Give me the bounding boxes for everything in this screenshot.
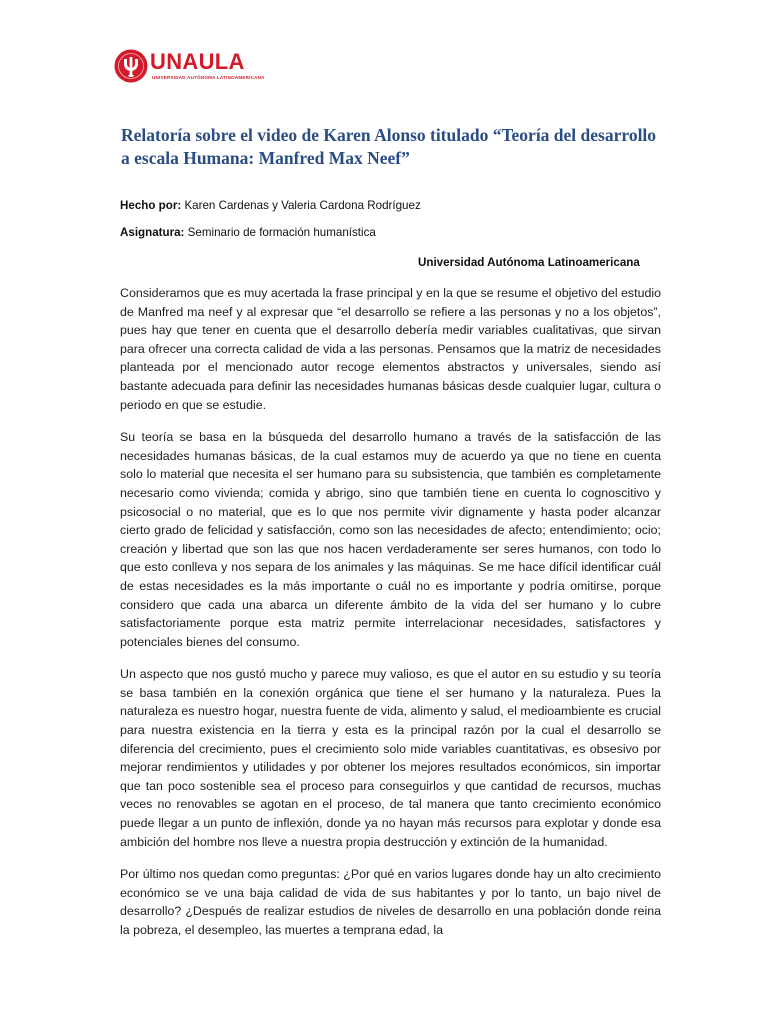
- document-title: Relatoría sobre el video de Karen Alonso titulado “Teoría del desarrollo a escala Humana: Manfred Max Neef”: [121, 125, 657, 168]
- body-paragraph: Por último nos quedan como preguntas: ¿Por qué en varios lugares donde hay un alto crecimiento económico se ve una baja calidad de vida de sus habitantes y por lo tanto, un bajo nivel de desarrollo? ¿Después de realizar estudios de niveles de desarrollo en una población donde reina la pobreza, el desempleo, las muertes a temprana edad, la: [120, 867, 661, 937]
- body-paragraph: Su teoría se basa en la búsqueda del desarrollo humano a través de la satisfacción de las necesidades humanas básicas, de la cual estamos muy de acuerdo ya que no tiene en cuenta solo lo material que necesita el ser humano para su subsistencia, que también es completamente necesario como vivienda; comida y abrigo, sino que también tiene en cuenta lo cognoscitivo y psicosocial o no material, que es lo que nos permite vivir dignamente y hasta poder alcanzar cierto grado de felicidad y satisfacción, como son las necesidades de afecto; entendimiento; ocio; creación y libertad que son las que nos hacen verdaderamente ser seres humanos, con todo lo que esto conlleva y nos separa de los animales y las máquinas. Se me hace difícil identificar cuál de estas necesidades es la más importante o cuál no es importante y podría omitirse, porque considero que cada una abarca un diferente ámbito de la vida del ser humano y lo cubre satisfactoriamente porque esta matriz permite interrelacionar necesidades, satisfactores y potenciales bienes del consumo.: [120, 430, 661, 649]
- logo-subtitle: UNIVERSIDAD AUTÓNOMA LATINOAMERICANA: [152, 75, 265, 80]
- university-name: Universidad Autónoma Latinoamericana: [418, 256, 640, 269]
- logo-wordmark: UNAULA: [150, 49, 245, 74]
- university-logo: [113, 48, 313, 88]
- unaula-emblem-icon: [113, 48, 149, 84]
- document-body: [120, 284, 661, 954]
- author-line: [120, 199, 421, 213]
- subject-label: Asignatura:: [120, 226, 185, 239]
- subject-line: [120, 226, 376, 240]
- author-label: Hecho por:: [120, 199, 182, 212]
- body-paragraph: Consideramos que es muy acertada la frase principal y en la que se resume el objetivo del estudio de Manfred ma neef y al expresar que “el desarrollo se refiere a las personas y no a los objetos”, pues hay que tener en cuenta que el desarrollo debería medir variables cualitativas, que sirvan para ofrecer una correcta calidad de vida a las personas. Pensamos que la matriz de necesidades planteada por el mencionado autor recoge elementos abstractos y universales, siendo así bastante adecuada para definir las necesidades humanas básicas desde cualquier lugar, cultura o periodo en que se estudie.: [120, 286, 661, 412]
- body-paragraph: Un aspecto que nos gustó mucho y parece muy valioso, es que el autor en su estudio y su teoría se basa también en la conexión orgánica que tiene el ser humano y la naturaleza. Pues la naturaleza es nuestro hogar, nuestra fuente de vida, alimento y salud, el medioambiente es crucial para nuestra existencia en la tierra y esta es la principal razón por la cual el desarrollo se diferencia del crecimiento, pues el crecimiento solo mide variables cuantitativas, es obsesivo por mejorar rendimientos y utilidades y por obtener los mejores resultados económicos, sin importar que tan poco sostenible sea el proceso para conseguirlos y que cantidad de recursos, muchas veces no renovables se agotan en el proceso, de tal manera que tanto crecimiento económico puede llegar a un punto de inflexión, donde ya no hayan más recursos para explotar y donde esa ambición del hombre nos lleve a nuestra propia destrucción y extinción de la humanidad.: [120, 667, 661, 849]
- author-value: Karen Cardenas y Valeria Cardona Rodríguez: [184, 199, 421, 212]
- subject-value: Seminario de formación humanística: [187, 226, 376, 239]
